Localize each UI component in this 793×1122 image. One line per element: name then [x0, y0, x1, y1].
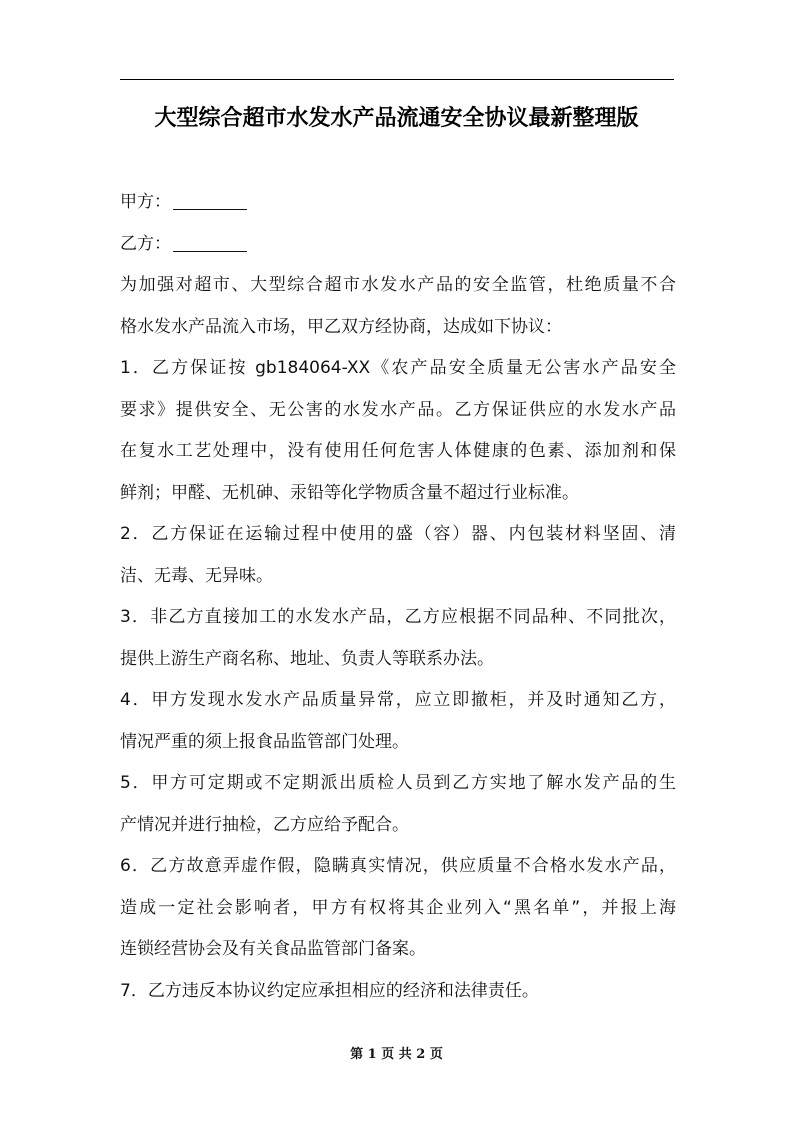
clause-line: 6．乙方故意弄虚作假，隐瞒真实情况，供应质量不合格水发水产品， — [120, 856, 676, 876]
clause-line: 要求》提供安全、无公害的水发水产品。乙方保证供应的水发水产品 — [120, 399, 676, 420]
clause-line: 情况严重的须上报食品监管部门处理。 — [120, 731, 409, 752]
clause-line: 产情况并进行抽检，乙方应给予配合。 — [120, 814, 409, 835]
party-b-blank — [173, 233, 247, 252]
clause-line: 鲜剂；甲醛、无机砷、汞铅等化学物质含量不超过行业标准。 — [120, 482, 579, 503]
paragraph-line: 格水发水产品流入市场，甲乙双方经协商，达成如下协议： — [120, 316, 562, 337]
clause-line: 造成一定社会影响者，甲方有权将其企业列入“黑名单”，并报上海 — [120, 897, 676, 918]
clause-line: 在复水工艺处理中，没有使用任何危害人体健康的色素、添加剂和保 — [120, 441, 676, 461]
party-a-line — [120, 182, 676, 224]
party-a-label: 甲方： — [120, 192, 171, 212]
page-number-footer: 第 1 页 共 2 页 — [350, 1047, 443, 1062]
header-rule — [120, 79, 674, 80]
clause-line: 4．甲方发现水发水产品质量异常，应立即撤柜，并及时通知乙方， — [120, 690, 676, 710]
party-b-line — [120, 224, 676, 266]
clause-line: 7．乙方违反本协议约定应承担相应的经济和法律责任。 — [120, 980, 539, 1001]
clause-line: 连锁经营协会及有关食品监管部门备案。 — [120, 939, 426, 959]
clause-line: 5．甲方可定期或不定期派出质检人员到乙方实地了解水发产品的生 — [120, 773, 676, 793]
paragraph-line: 为加强对超市、大型综合超市水发水产品的安全监管，杜绝质量不合 — [120, 275, 676, 295]
party-a-blank — [173, 191, 247, 210]
party-b-label: 乙方： — [120, 233, 171, 254]
clause-line: 1．乙方保证按 gb184064-XX《农产品安全质量无公害水产品安全 — [120, 358, 676, 378]
document-title: 大型综合超市水发水产品流通安全协议最新整理版 — [154, 106, 639, 131]
clause-line: 3．非乙方直接加工的水发水产品，乙方应根据不同品种、不同批次， — [120, 607, 676, 627]
clause-line: 洁、无毒、无异味。 — [120, 565, 273, 586]
clause-line: 2．乙方保证在运输过程中使用的盛（容）器、内包装材料坚固、清 — [120, 524, 676, 544]
clause-line: 提供上游生产商名称、地址、负责人等联系办法。 — [120, 648, 494, 669]
agreement-body — [120, 182, 676, 1012]
